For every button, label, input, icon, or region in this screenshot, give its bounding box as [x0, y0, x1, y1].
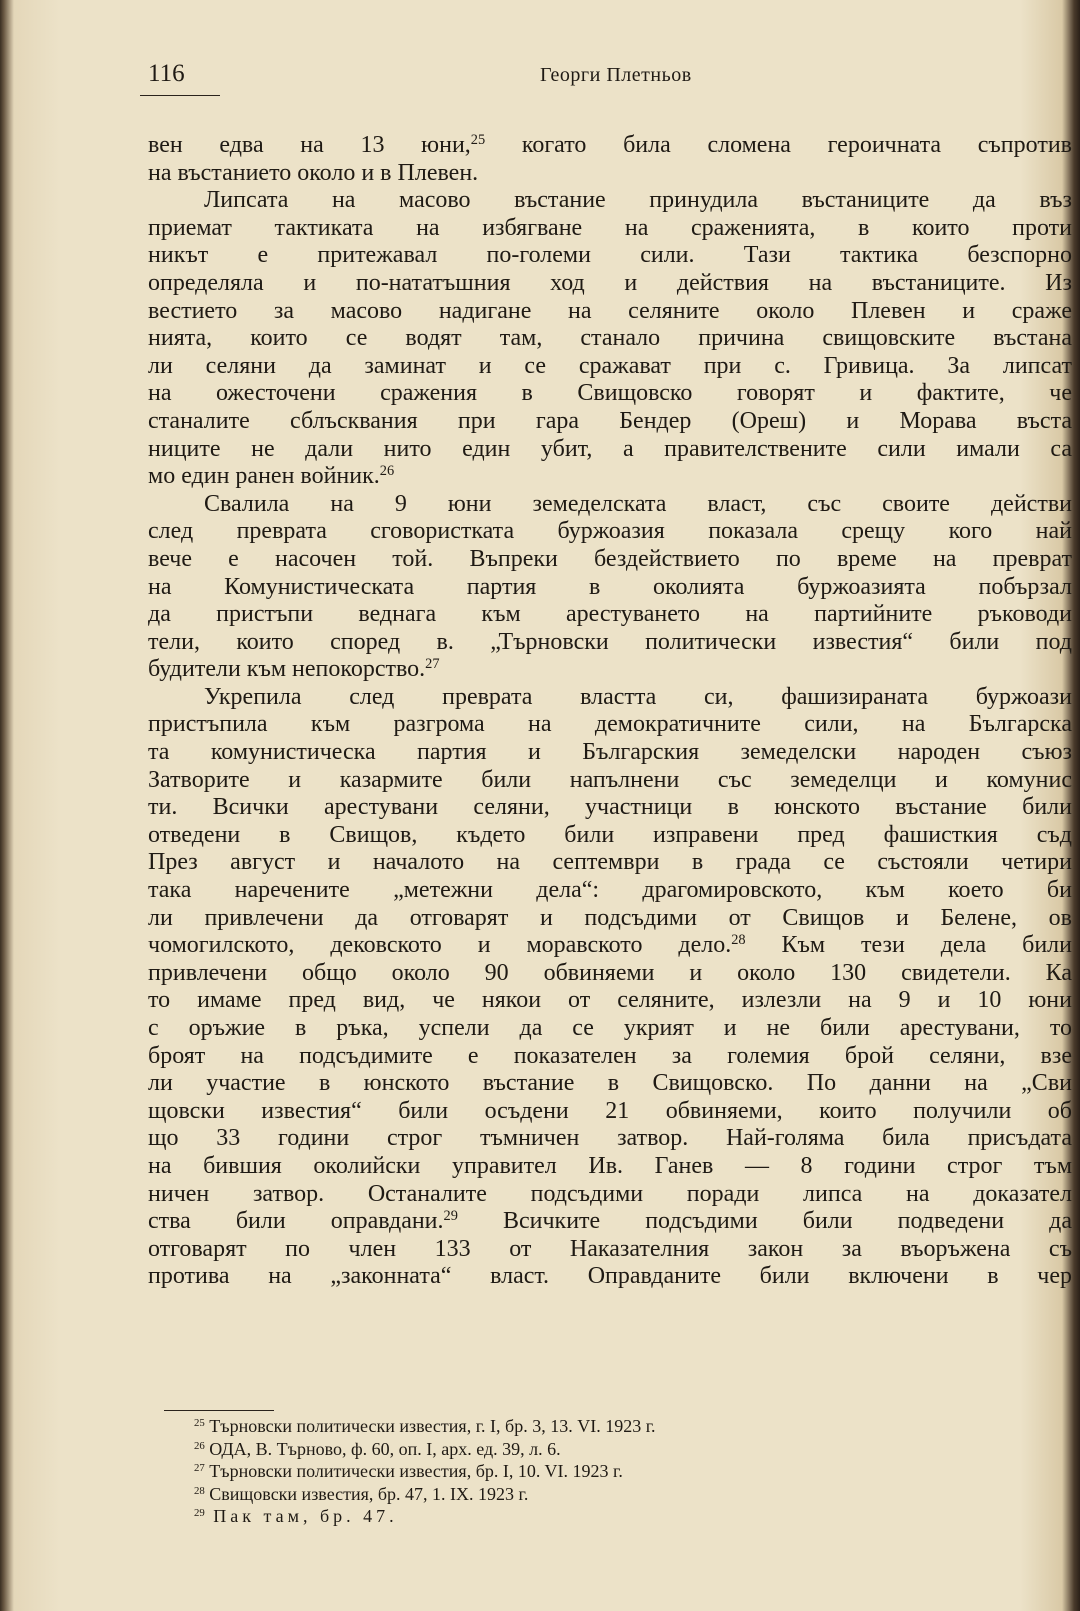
body-text	[148, 132, 1072, 1291]
line-text: станалите сблъсквания при гара Бендер (Ореш) и Морава въста	[148, 407, 1072, 434]
text-line	[148, 767, 1072, 795]
line-text: определяла и по-нататъшния ход и действия на въстаниците. Из	[148, 269, 1072, 296]
footnote-ref: 28	[731, 932, 746, 949]
line-text: Свалила на 9 юни земеделската власт, със своите действи	[204, 490, 1072, 517]
text-line	[148, 601, 1072, 629]
line-text: мо един ранен войник.	[148, 463, 380, 490]
line-text: на бившия околийски управител Ив. Ганев — 8 години строг тъм	[148, 1152, 1072, 1179]
text-line	[148, 1070, 1072, 1098]
line-text: на въстанието около и в Плевен.	[148, 159, 479, 186]
text-line	[148, 187, 1072, 215]
text-line	[148, 491, 1072, 519]
footnote	[194, 1505, 894, 1528]
text-line	[148, 574, 1072, 602]
text-line	[148, 353, 1072, 381]
line-text-continued: когато била сломена героичната съпротив	[485, 132, 1072, 158]
line-text: отговарят по член 133 от Наказателния закон за въоръжена съ	[148, 1235, 1072, 1262]
footnotes	[194, 1415, 894, 1528]
text-line	[148, 794, 1072, 822]
text-line	[148, 1263, 1072, 1291]
line-text: будители към непокорство.	[148, 656, 426, 683]
line-text: ли привлечени да отговарят и подсъдими от Свищов и Белене, ов	[148, 904, 1072, 931]
text-line	[148, 325, 1072, 353]
footnote-number: 25	[194, 1417, 205, 1430]
text-line	[148, 905, 1072, 933]
line-text: чомогилското, дековското и моравското дело.	[148, 932, 732, 959]
text-line	[148, 987, 1072, 1015]
line-text: Укрепила след преврата властта си, фашизираната буржоази	[204, 683, 1072, 710]
footnote-number: 29	[194, 1507, 205, 1520]
text-line	[148, 822, 1072, 850]
text-line	[148, 629, 1072, 657]
footnote	[194, 1415, 894, 1438]
footnote-text: Свищовски известия, бр. 47, 1. IX. 1923 г.	[204, 1483, 529, 1504]
footnote-ref: 29	[443, 1208, 458, 1225]
header-rule	[140, 95, 220, 96]
text-line	[148, 656, 1072, 684]
text-line	[148, 408, 1072, 436]
text-line	[148, 463, 1072, 491]
line-text: на ожесточени сражения в Свищовско говорят и фактите, че	[148, 380, 1072, 407]
text-line	[148, 215, 1072, 243]
line-text: вече е насочен той. Въпреки бездействието по време на преврат	[148, 545, 1072, 572]
line-text: вестието за масово надигане на селяните около Плевен и сраже	[148, 297, 1072, 324]
running-head: Георги Плетньов	[540, 64, 692, 86]
line-text-continued: Към тези дела били	[745, 932, 1072, 959]
line-text: ства били оправдани.	[148, 1208, 444, 1235]
footnote-number: 27	[194, 1462, 205, 1475]
text-line	[148, 932, 1072, 960]
footnote	[194, 1438, 894, 1461]
text-line	[148, 711, 1072, 739]
line-text: с оръжие в ръка, успели да се укрият и не били арестувани, то	[148, 1015, 1072, 1041]
line-text: на Комунистическата партия в околията буржоазията побързал	[148, 573, 1072, 600]
footnote-text: ОДА, В. Търново, ф. 60, оп. I, арх. ед. 39, л. 6.	[204, 1438, 561, 1459]
footnote	[194, 1483, 894, 1506]
footnote-text: Търновски политически известия, бр. I, 10. VI. 1923 г.	[204, 1461, 623, 1481]
footnote-number: 28	[194, 1484, 205, 1497]
line-text: ти. Всички арестувани селяни, участници в юнското въстание били	[148, 794, 1072, 821]
footnote-number: 26	[194, 1439, 205, 1452]
footnote-ref: 26	[379, 463, 395, 480]
line-text: броят на подсъдимите е показателен за големия брой селяни, взе	[148, 1042, 1072, 1069]
text-line	[148, 132, 1072, 160]
line-text: та комунистическа партия и Българския земеделски народен съюз	[148, 739, 1072, 766]
line-text: привлечени общо около 90 обвиняеми и около 130 свидетели. Ка	[148, 959, 1072, 986]
line-text: да пристъпи веднага към арестуването на партийните ръководи	[148, 601, 1072, 628]
line-text: щовски известия“ били осъдени 21 обвиняеми, които получили об	[148, 1097, 1072, 1124]
line-text: Липсата на масово въстание принудила въстаниците да въз	[204, 187, 1072, 214]
text-line	[148, 160, 1072, 188]
text-line	[148, 270, 1072, 298]
text-line	[148, 1043, 1072, 1071]
line-text: пристъпила към разгрома на демократичните сили, на Българска	[148, 711, 1072, 738]
line-text: ничен затвор. Останалите подсъдими поради липса на доказател	[148, 1180, 1072, 1207]
text-line	[148, 739, 1072, 767]
footnote-ref: 27	[425, 656, 440, 673]
line-text: ли селяни да заминат и се сражават при с. Гривица. За липсат	[148, 352, 1072, 379]
text-line	[148, 380, 1072, 408]
text-line	[148, 546, 1072, 574]
text-line	[148, 242, 1072, 270]
footnote-text: Търновски политически известия, г. I, бр. 3, 13. VI. 1923 г.	[204, 1416, 656, 1436]
text-line	[148, 684, 1072, 712]
text-line	[148, 436, 1072, 464]
text-line	[148, 298, 1072, 326]
footnote-rule	[164, 1410, 274, 1411]
text-line	[148, 1098, 1072, 1126]
text-line	[148, 877, 1072, 905]
line-text: отведени в Свищов, където били изправени пред фашисткия съд	[148, 821, 1072, 848]
line-text: ли участие в юнското въстание в Свищовско. По данни на „Сви	[148, 1070, 1072, 1097]
line-text: През август и началото на септември в града се състояли четири	[148, 849, 1072, 876]
line-text: протива на „законната“ власт. Оправданите били включени в чер	[148, 1263, 1072, 1290]
footnote	[194, 1460, 894, 1483]
text-line	[148, 1208, 1072, 1236]
line-text: тели, които според в. „Търновски политически известия“ били под	[148, 628, 1072, 655]
text-line	[148, 518, 1072, 546]
line-text-continued: Всичките подсъдими били подведени да	[457, 1208, 1072, 1235]
line-text: така наречените „метежни дела“: драгомировското, към което би	[148, 877, 1072, 904]
footnote-text: Пак там, бр. 47.	[204, 1506, 398, 1526]
text-line	[148, 1153, 1072, 1181]
text-line	[148, 1015, 1072, 1043]
line-text: ниците не дали нито един убит, а правителствените сили имали са	[148, 435, 1072, 462]
line-text: нията, които се водят там, станало причина свищовските въстана	[148, 325, 1072, 352]
text-line	[148, 849, 1072, 877]
text-line	[148, 960, 1072, 988]
line-text: никът е притежавал по-големи сили. Тази тактика безспорно	[148, 242, 1072, 269]
line-text: Затворите и казармите били напълнени със земеделци и комунис	[148, 766, 1072, 793]
line-text: що 33 години строг тъмничен затвор. Най-голяма била присъдата	[148, 1125, 1072, 1152]
line-text: то имаме пред вид, че някои от селяните, излезли на 9 и 10 юни	[148, 987, 1072, 1014]
page-number: 116	[148, 60, 185, 87]
text-line	[148, 1181, 1072, 1209]
text-line	[148, 1125, 1072, 1153]
footnote-ref: 25	[470, 132, 486, 149]
line-text: след преврата сговористката буржоазия показала срещу кого най	[148, 518, 1072, 545]
line-text: вен едва на 13 юни,	[148, 132, 471, 158]
text-line	[148, 1236, 1072, 1264]
line-text: приемат тактиката на избягване на сраженията, в които проти	[148, 214, 1072, 241]
